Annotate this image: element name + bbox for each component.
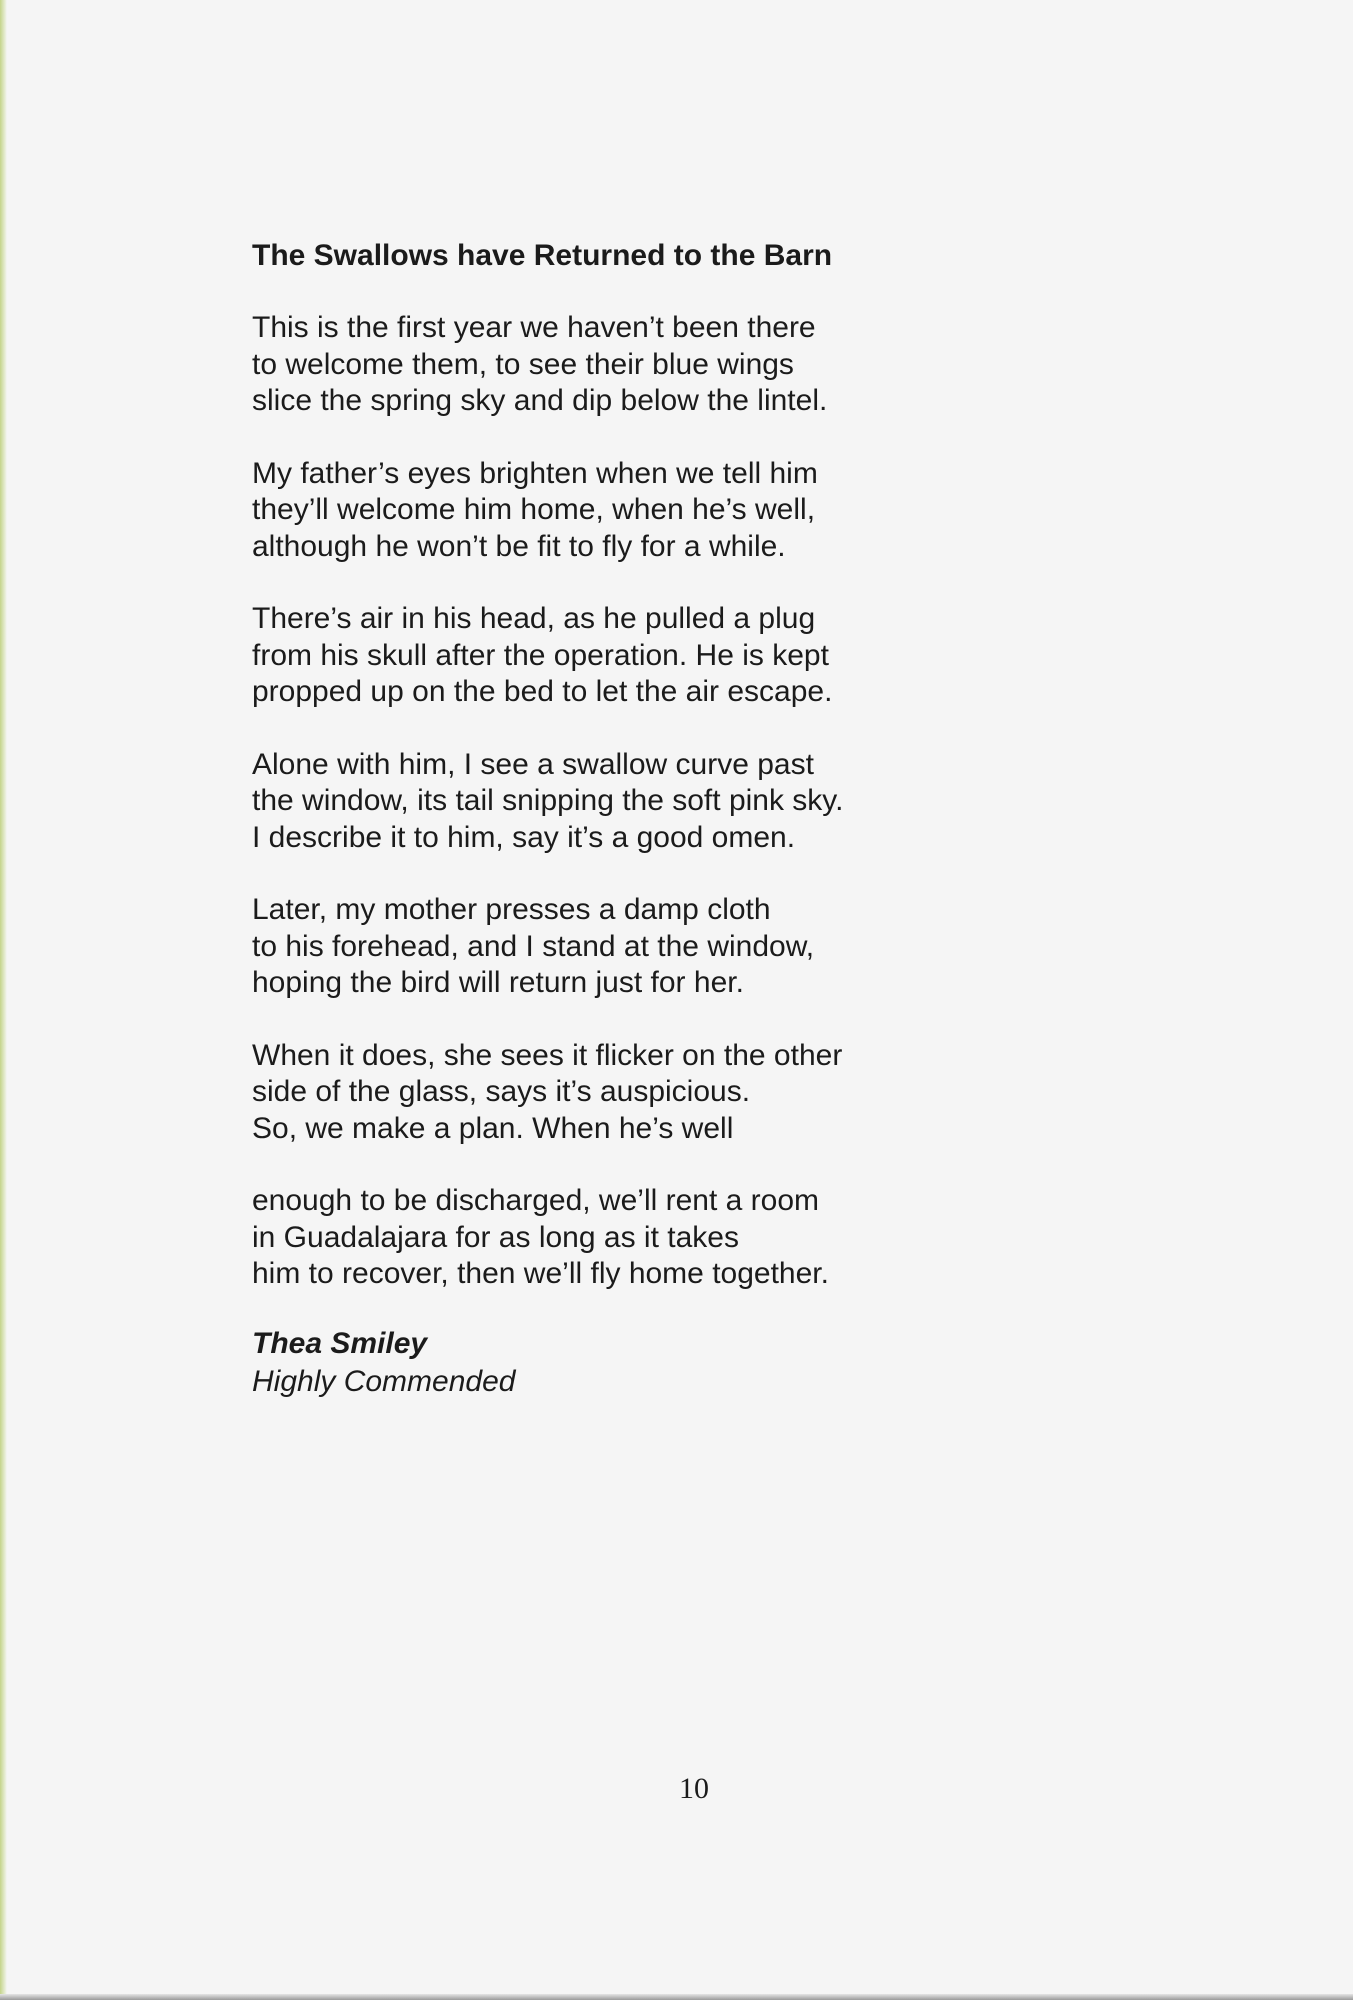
- poem-line: in Guadalajara for as long as it takes: [252, 1220, 739, 1254]
- poem-line: slice the spring sky and dip below the lintel.: [252, 384, 828, 417]
- stanza-3: [252, 601, 952, 711]
- stanza-4: [252, 747, 952, 857]
- book-spine-edge: [0, 0, 7, 2000]
- poem-line: I describe it to him, say it’s a good omen.: [252, 820, 796, 854]
- poem-line: enough to be discharged, we’ll rent a room: [252, 1184, 820, 1217]
- poem-line: although he won’t be fit to fly for a while.: [252, 529, 786, 563]
- poem: [252, 238, 952, 1401]
- poem-line: When it does, she sees it flicker on the other: [252, 1038, 843, 1072]
- page-bottom-edge: [0, 1994, 1353, 2000]
- poem-line: propped up on the bed to let the air escape.: [252, 675, 833, 708]
- poem-line: they’ll welcome him home, when he’s well,: [252, 493, 816, 526]
- poem-line: This is the first year we haven’t been there: [252, 311, 816, 344]
- poem-line: My father’s eyes brighten when we tell him: [252, 456, 818, 490]
- poem-line: Later, my mother presses a damp cloth: [252, 893, 771, 926]
- poem-award: Highly Commended: [252, 1364, 516, 1398]
- stanza-1: [252, 310, 952, 420]
- stanza-2: [252, 456, 952, 566]
- poem-line: So, we make a plan. When he’s well: [252, 1111, 734, 1145]
- page-number: 10: [679, 1772, 709, 1805]
- poem-line: to his forehead, and I stand at the window,: [252, 929, 815, 963]
- poem-line: hoping the bird will return just for her.: [252, 966, 744, 999]
- poem-line: There’s air in his head, as he pulled a plug: [252, 602, 816, 635]
- poem-line: Alone with him, I see a swallow curve past: [252, 747, 814, 781]
- poem-line: to welcome them, to see their blue wings: [252, 347, 794, 381]
- poem-line: side of the glass, says it’s auspicious.: [252, 1075, 751, 1108]
- poem-author: Thea Smiley: [252, 1326, 428, 1360]
- poem-line: him to recover, then we’ll fly home together.: [252, 1257, 829, 1290]
- poem-line: from his skull after the operation. He is kept: [252, 638, 829, 672]
- poem-title: The Swallows have Returned to the Barn: [252, 239, 833, 272]
- poem-line: the window, its tail snipping the soft pink sky.: [252, 784, 844, 817]
- stanza-5: [252, 892, 952, 1002]
- stanza-7: [252, 1183, 952, 1293]
- stanza-6: [252, 1038, 952, 1148]
